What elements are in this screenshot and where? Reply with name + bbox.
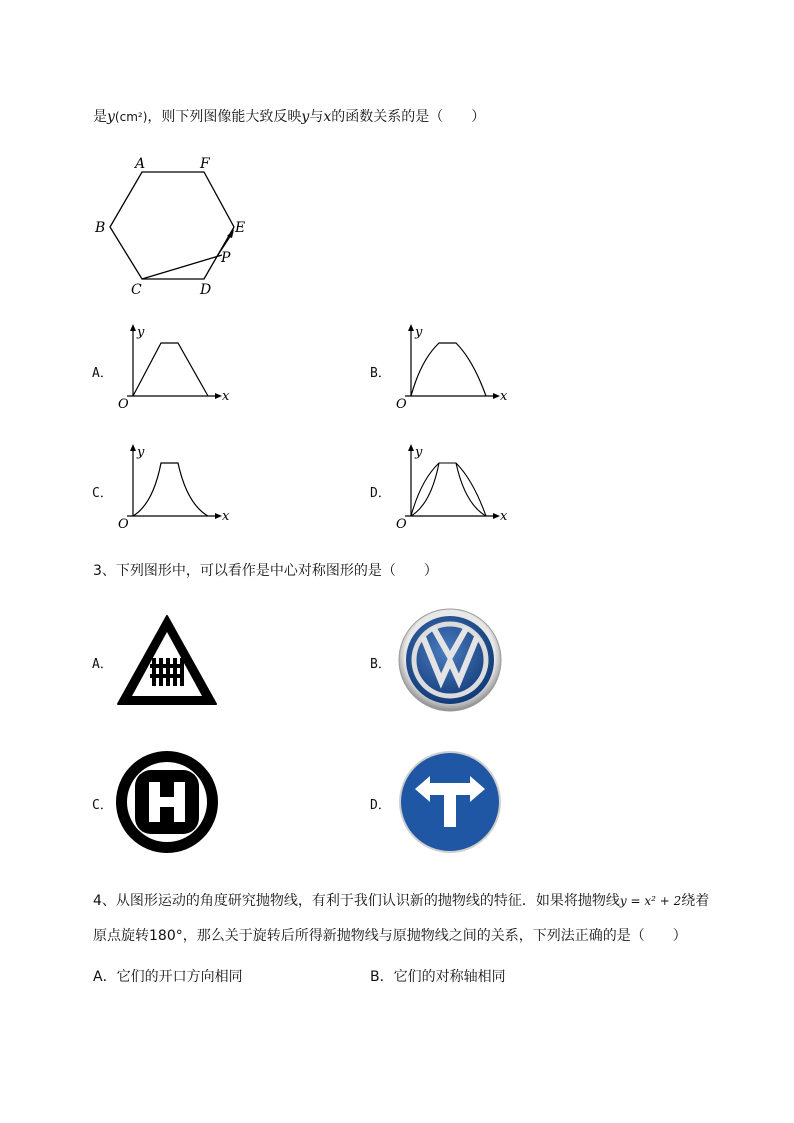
axis-x-label: x bbox=[500, 389, 508, 404]
q2-stem-part2: ，则下列图像能大致反映 bbox=[147, 109, 302, 125]
x-axis-arrow-icon bbox=[215, 513, 222, 519]
q2-unit: (cm²) bbox=[114, 110, 148, 124]
label-p: P bbox=[221, 250, 231, 266]
graph-curve bbox=[133, 343, 208, 396]
q3-option-c-label[interactable]: C． bbox=[92, 798, 113, 813]
q2-var-y2: y bbox=[301, 109, 310, 125]
origin-label: O bbox=[396, 397, 407, 412]
axis-y-label: y bbox=[415, 445, 423, 460]
axis-y-label: y bbox=[137, 445, 145, 460]
q2-stem bbox=[93, 106, 485, 126]
turn-left-right-sign-icon[interactable] bbox=[397, 749, 503, 855]
q2-option-b-graph[interactable] bbox=[393, 322, 518, 412]
q4-line-2: 原点旋转180°，那么关于旋转后所得新抛物线与原抛物线之间的关系，下列法正确的是（ ） bbox=[93, 928, 687, 944]
axis-y-label: y bbox=[415, 325, 423, 340]
q3-option-b-label[interactable]: B． bbox=[370, 657, 391, 672]
railroad-crossing-sign-icon[interactable] bbox=[114, 612, 220, 708]
x-axis-arrow-icon bbox=[493, 513, 500, 519]
graph-curve-concave bbox=[411, 463, 486, 516]
axis-x-label: x bbox=[222, 509, 230, 524]
q4-equation: y = x² + 2 bbox=[619, 894, 682, 908]
y-axis-arrow-icon bbox=[408, 444, 414, 451]
origin-label: O bbox=[118, 517, 129, 532]
y-axis-arrow-icon bbox=[408, 324, 414, 331]
q2-option-d-label[interactable]: D． bbox=[370, 486, 391, 501]
axis-x-label: x bbox=[222, 389, 230, 404]
q2-stem-part1: 是 bbox=[93, 109, 107, 125]
q2-var-y: y bbox=[107, 109, 115, 125]
origin-label: O bbox=[396, 517, 407, 532]
axis-x-label: x bbox=[500, 509, 508, 524]
label-a: A bbox=[135, 156, 146, 172]
q2-option-a-graph[interactable] bbox=[115, 322, 240, 412]
label-b: B bbox=[95, 220, 106, 236]
graph-curve bbox=[411, 343, 486, 396]
y-axis-arrow-icon bbox=[130, 444, 136, 451]
q4-option-b[interactable]: B．它们的对称轴相同 bbox=[370, 969, 506, 985]
q3-option-a-label[interactable]: A． bbox=[92, 657, 113, 672]
q4-line-1 bbox=[93, 890, 709, 910]
q2-option-d-graph[interactable] bbox=[393, 442, 518, 532]
q2-option-a-label[interactable]: A． bbox=[92, 366, 113, 381]
label-c: C bbox=[131, 282, 142, 298]
q3-option-d-label[interactable]: D． bbox=[370, 798, 391, 813]
q2-stem-part3: 与 bbox=[309, 109, 324, 125]
volkswagen-logo-icon[interactable] bbox=[397, 607, 503, 713]
segment-cp bbox=[142, 255, 222, 279]
axis-y-label: y bbox=[137, 325, 145, 340]
graph-curve bbox=[133, 463, 208, 516]
helipad-h-sign-icon[interactable] bbox=[114, 749, 220, 855]
q2-option-c-graph[interactable] bbox=[115, 442, 240, 532]
q2-stem-part4: 的函数关系的是（ ） bbox=[331, 109, 486, 125]
label-f: F bbox=[200, 156, 210, 172]
label-d: D bbox=[200, 282, 212, 298]
label-e: E bbox=[235, 220, 246, 236]
q3-stem: 3、下列图形中，可以看作是中心对称图形的是（ ） bbox=[93, 563, 438, 579]
hexagon-figure bbox=[90, 150, 260, 300]
q2-var-x: x bbox=[323, 109, 332, 125]
x-axis-arrow-icon bbox=[215, 393, 222, 399]
hexagon-shape bbox=[110, 172, 234, 279]
q4-option-a[interactable]: A．它们的开口方向相同 bbox=[93, 969, 243, 985]
origin-label: O bbox=[118, 397, 129, 412]
y-axis-arrow-icon bbox=[130, 324, 136, 331]
q4-line1-end: 绕着 bbox=[681, 893, 710, 909]
q2-option-b-label[interactable]: B． bbox=[370, 366, 391, 381]
q4-line1-text: 4、从图形运动的角度研究抛物线，有利于我们认识新的抛物线的特征．如果将抛物线 bbox=[93, 893, 620, 909]
q2-option-c-label[interactable]: C． bbox=[92, 486, 113, 501]
x-axis-arrow-icon bbox=[493, 393, 500, 399]
